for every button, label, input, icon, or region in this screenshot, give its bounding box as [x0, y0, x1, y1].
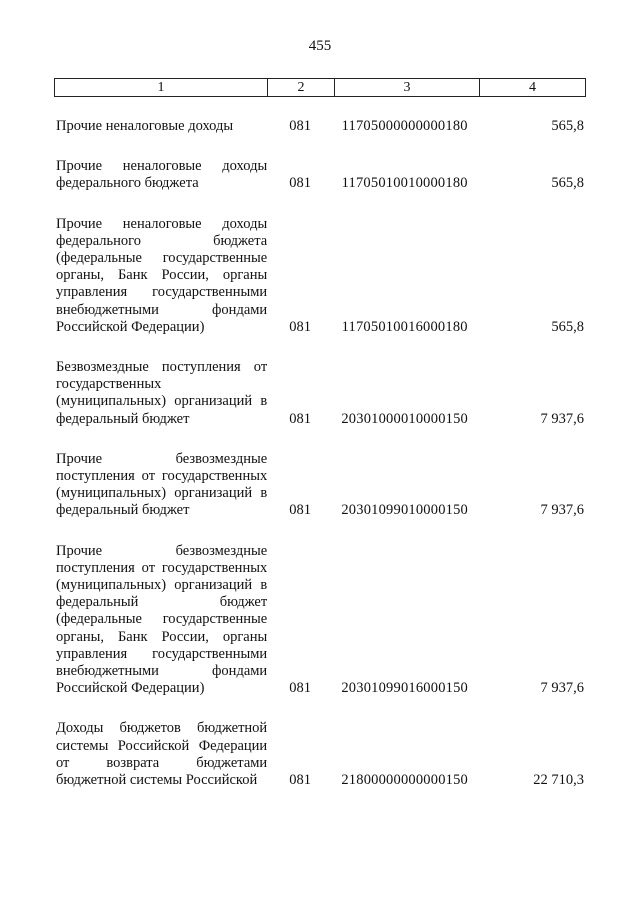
row-budget-code: 11705010016000180 — [341, 318, 468, 335]
row-name: Доходы бюджетов бюджетной системы Российской Федерации от возврата бюджетами бюджетной системы Российской — [56, 720, 268, 789]
row-budget-code: 21800000000000150 — [341, 772, 468, 789]
row-name: Прочие неналоговые доходы федерального бюджета (федеральные государственные органы, Банк России, органы управления государственными внебюджетными фондами Российской Федерации) — [56, 215, 268, 335]
row-amount: 22 710,3 — [533, 772, 584, 789]
row-amount: 565,8 — [551, 175, 584, 192]
row-admin-code: 081 — [289, 772, 311, 789]
row-budget-code: 20301099016000150 — [341, 680, 468, 697]
row-name: Прочие неналоговые доходы — [56, 118, 234, 134]
table-row — [54, 216, 586, 336]
row-budget-code: 20301099010000150 — [341, 502, 468, 519]
row-name: Прочие неналоговые доходы федерального бюджета — [56, 158, 268, 192]
row-amount: 565,8 — [551, 118, 584, 134]
revenue-rows — [54, 112, 586, 789]
row-admin-code: 081 — [289, 410, 311, 427]
row-admin-code: 081 — [289, 318, 311, 335]
row-budget-code: 11705000000000180 — [341, 118, 468, 134]
row-name: Прочие безвозмездные поступления от государственных (муниципальных) организаций в федеральный бюджет (федеральные государственные органы, Банк России, органы управления государственными внебюджетными фондами Российской Федерации) — [56, 542, 268, 697]
row-name: Безвозмездные поступления от государственных (муниципальных) организаций в федеральный бюджет — [56, 359, 268, 427]
column-header-table — [54, 78, 586, 97]
column-header-row — [55, 79, 586, 97]
row-admin-code: 081 — [289, 502, 311, 519]
table-row — [54, 720, 586, 789]
row-amount: 565,8 — [551, 318, 584, 335]
column-header-2: 2 — [268, 79, 335, 97]
row-admin-code: 081 — [289, 175, 311, 192]
row-admin-code: 081 — [289, 680, 311, 697]
row-name: Прочие безвозмездные поступления от государственных (муниципальных) организаций в федеральный бюджет — [56, 450, 268, 519]
row-amount: 7 937,6 — [540, 502, 584, 519]
row-budget-code: 20301000010000150 — [341, 410, 468, 427]
table-row — [54, 451, 586, 520]
table-row — [54, 158, 586, 192]
row-amount: 7 937,6 — [540, 410, 584, 427]
page-number: 455 — [308, 38, 332, 54]
row-amount: 7 937,6 — [540, 680, 584, 697]
table-row — [54, 359, 586, 428]
column-header-1: 1 — [55, 79, 268, 97]
column-header-3: 3 — [335, 79, 480, 97]
row-admin-code: 081 — [289, 118, 311, 134]
row-budget-code: 11705010010000180 — [341, 175, 468, 192]
column-header-4: 4 — [480, 79, 586, 97]
table-row — [54, 543, 586, 698]
table-row — [54, 118, 586, 135]
